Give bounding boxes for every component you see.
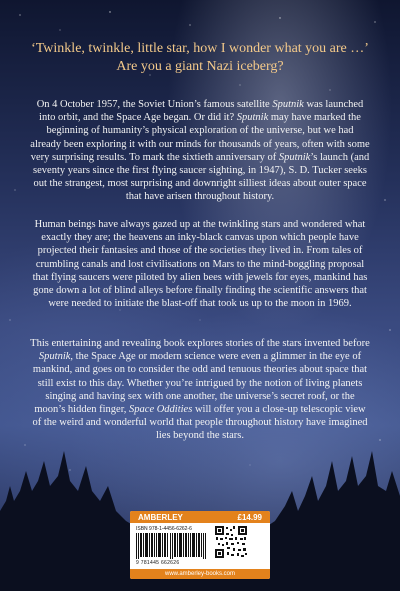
barcode-header [130, 511, 270, 523]
price-label: £14.99 [237, 512, 262, 522]
p3-text-c: will offer you a close-up telescopic view of the weird and wonderful world that people throughout history have imagined lies beyond the stars. [32, 404, 368, 442]
p3-text-b: , the Space Age or modern science were even a glimmer in the eye of mankind, and goes on to consider the odd and tenuous theories about space that still exist to this day. Whether you’re intrigued by the notion of living planets singing and having sex with one another, the universe’s secret roof, or the moon’s hidden finger, [32, 351, 368, 416]
p1-text-a: On 4 October 1957, the Soviet Union’s famous satellite [36, 99, 273, 110]
p1-text-d: ’s launch (and seventy years since the first flying saucer sighting, in 1947), S. D. Tucker seeks out the strangest, most surprising and downright silliest ideas about outer space that have arisen throughout history. [33, 151, 370, 203]
qr-code-icon [214, 525, 248, 559]
p1-text-b: was launched into orbit, and the Space Age began. Or did it? [39, 99, 364, 124]
website-label: www.amberley-books.com [130, 569, 270, 579]
isbn-text: ISBN 978-1-4456-6262-6 [136, 526, 192, 532]
p1-text-c: may have marked the beginning of humanity’s physical exploration of the universe, but we had already been exploring it with our minds for thousands of years, often with some very surprising results. To mark the sixtieth anniversary of [30, 112, 370, 163]
p3-text-a: This entertaining and revealing book explores stories of the stars invented before [30, 338, 370, 349]
barcode-panel [130, 511, 270, 579]
barcode-icon [136, 533, 208, 559]
p3-italic-book-title: Space Oddities [129, 404, 193, 416]
p3-italic-sputnik: Sputnik [38, 351, 71, 363]
p1-italic-sputnik-1: Sputnik [272, 99, 304, 110]
barcode-digits: 9 781445 662626 [136, 560, 180, 566]
blurb-paragraph-1 [30, 98, 370, 204]
quote-line-2: Are you a giant Nazi iceberg? [116, 59, 284, 74]
quote-line-1: ‘Twinkle, twinkle, little star, how I wonder what you are …’ [31, 41, 369, 56]
p1-italic-sputnik-2: Sputnik [236, 112, 269, 124]
p1-italic-sputnik-3: Sputnik [278, 151, 311, 163]
publisher-label: AMBERLEY [138, 512, 183, 522]
tagline-quote [30, 40, 370, 76]
blurb-paragraph-2: Human beings have always gazed up at the twinkling stars and wondered what exactly they are; the heavens an inky-black canvas upon which people have projected their fantasies and those of the societies they lived in. From tales of crumbling canals and lost civilisations on Mars to the mind-boggling proposal that flying saucers were piloted by alien bees with jewels for eyes, mankind has gone down a lot of blind alleys before finally finding the scientific answers that were needed to initiate the blast-off that took us up to the moon in 1969. [32, 219, 368, 310]
